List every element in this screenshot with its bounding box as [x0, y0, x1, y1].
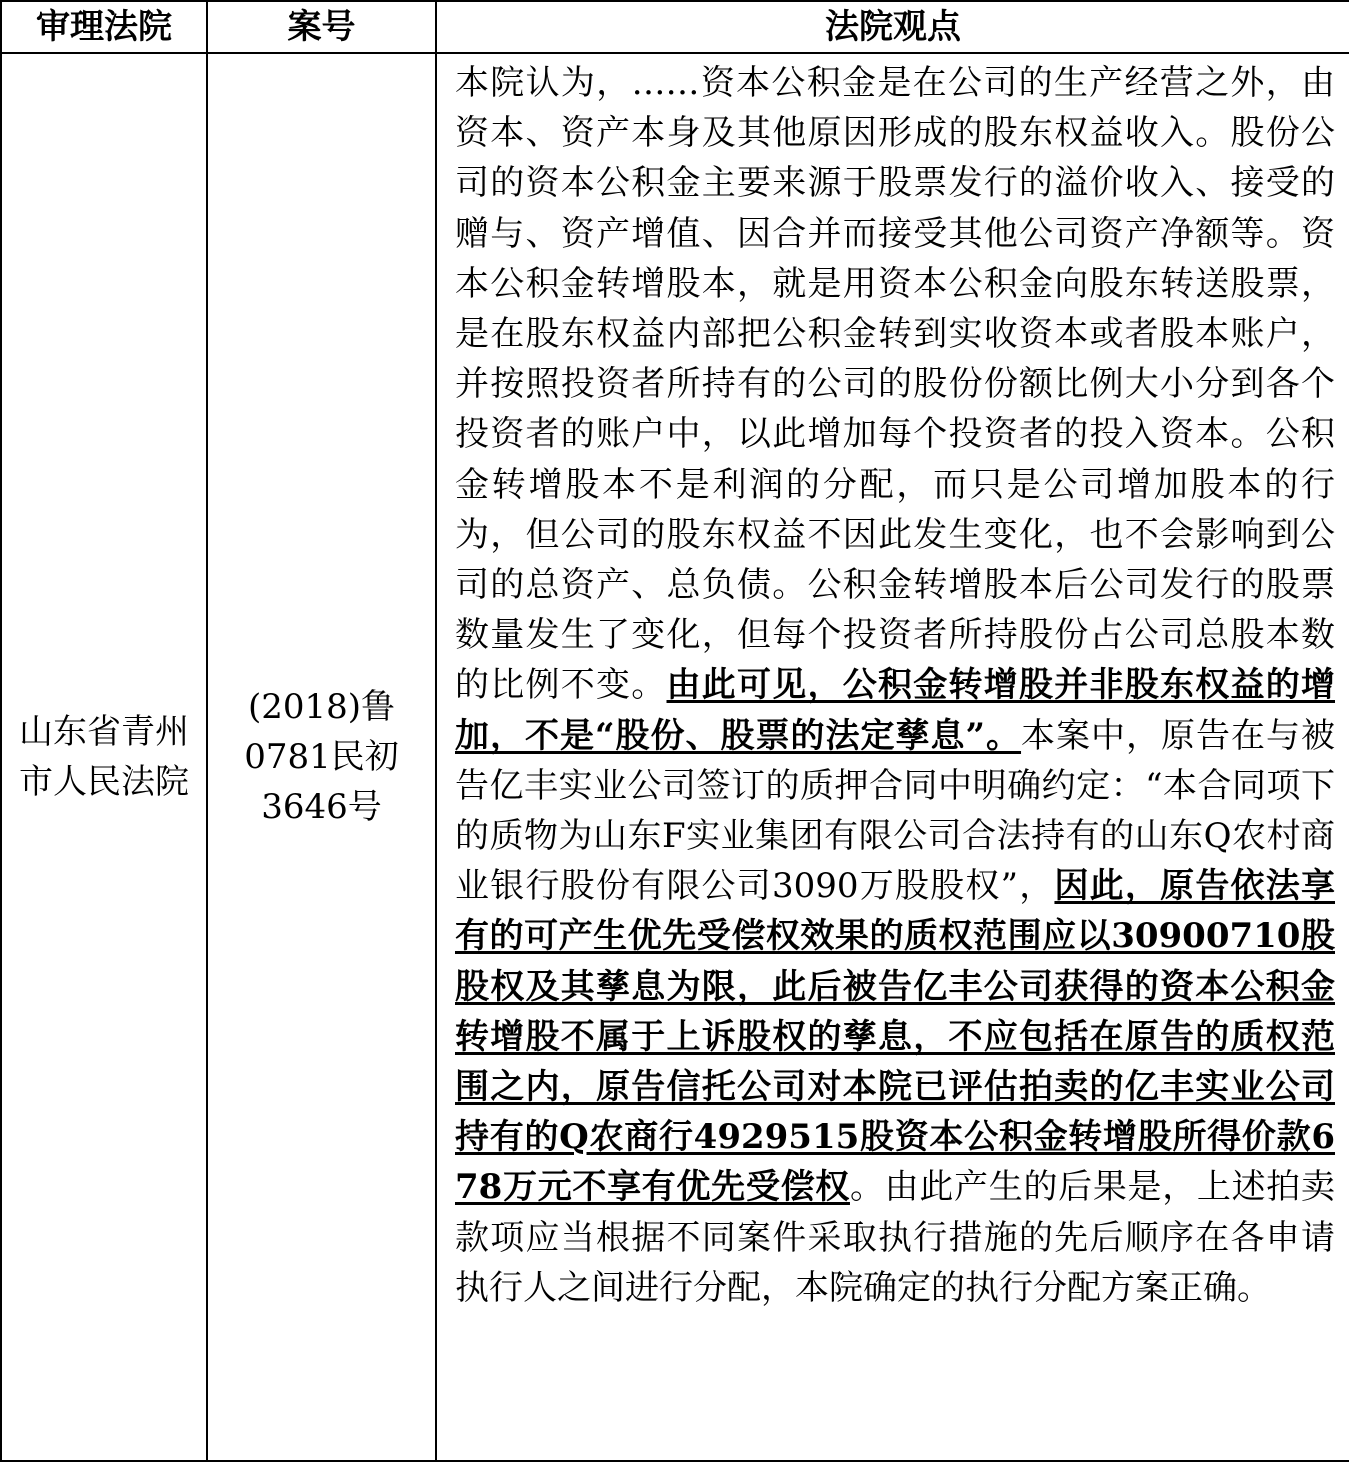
case-number: (2018)鲁0781民初3646号: [244, 687, 399, 827]
opinion-part-3: 。由此产生的后果是，上述拍卖款项应当根据不同案件采取执行措施的先后顺序在各申请执行人之间进行分配，本院确定的执行分配方案正确。: [455, 1167, 1335, 1308]
table-row: [1, 53, 1349, 1461]
opinion-cell: [436, 53, 1349, 1461]
opinion-emphasis-1: 由此可见，公积金转增股并非股东权益的增加，不是“股份、股票的法定孳息”。: [455, 665, 1335, 756]
header-court-opinion: 法院观点: [436, 1, 1349, 53]
opinion-text: [437, 54, 1349, 1313]
court-cell: [1, 53, 207, 1461]
court-name: 山东省青州市人民法院: [19, 712, 189, 802]
opinion-part-1: 本院认为，……资本公积金是在公司的生产经营之外，由资本、资产本身及其他原因形成的股东权益收入。股份公司的资本公积金主要来源于股票发行的溢价收入、接受的赠与、资产增值、因合并而接受其他公司资产净额等。资本公积金转增股本，就是用资本公积金向股东转送股票，是在股东权益内部把公积金转到实收资本或者股本账户，并按照投资者所持有的公司的股份份额比例大小分到各个投资者的账户中，以此增加每个投资者的投入资本。公积金转增股本不是利润的分配，而只是公司增加股本的行为，但公司的股东权益不因此发生变化，也不会影响到公司的总资产、总负债。公积金转增股本后公司发行的股票数量发生了变化，但每个投资者所持股份占公司总股本数的比例不变。: [455, 63, 1335, 706]
opinion-part-2: 本案中，原告在与被告亿丰实业公司签订的质押合同中明确约定：“本合同项下的质物为山东F实业集团有限公司合法持有的山东Q农村商业银行股份有限公司3090万股股权”，: [455, 715, 1335, 907]
opinion-emphasis-2: 因此，原告依法享有的可产生优先受偿权效果的质权范围应以30900710股股权及其孳息为限，此后被告亿丰公司获得的资本公积金转增股不属于上诉股权的孳息，不应包括在原告的质权范围之内，原告信托公司对本院已评估拍卖的亿丰实业公司持有的Q农商行4929515股资本公积金转增股所得价款678万元不享有优先受偿权: [455, 866, 1335, 1208]
header-row: [1, 1, 1349, 53]
header-case-number: 案号: [207, 1, 436, 53]
case-number-cell: [207, 53, 436, 1461]
header-court: 审理法院: [1, 1, 207, 53]
